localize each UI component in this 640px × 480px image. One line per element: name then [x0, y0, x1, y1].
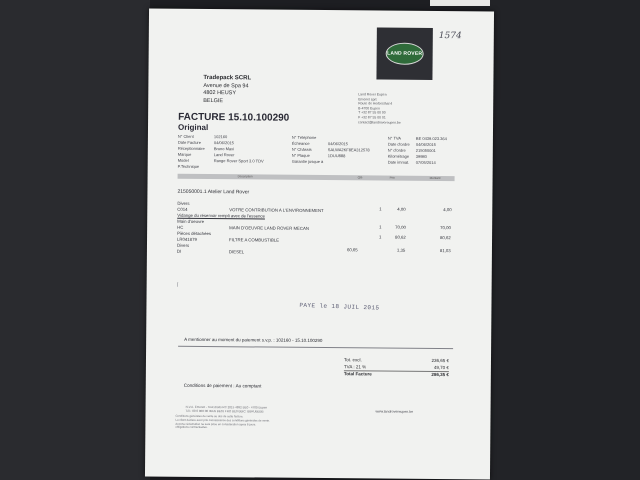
invoice-subtitle: Original — [177, 122, 209, 133]
legal-line: La client déclare avoir pris connaissance des conditions générales de vente. — [175, 417, 270, 423]
line-group: Divers — [176, 242, 190, 248]
background-left — [0, 0, 150, 480]
meta-key: N° Client — [177, 133, 194, 139]
totals-label: Total Facture — [343, 371, 372, 377]
footer-line: N.V.A. Emonet - Tout droits RC 2015 4892 BE0 - 4700 Eupen — [185, 404, 268, 410]
legal-line: obligations contractuelles. — [175, 425, 208, 430]
sender-line: Land Rover Eupen — [358, 92, 387, 97]
meta-key: Model — [177, 157, 189, 163]
pen-mark: ſ — [176, 282, 179, 289]
meta-key: N° Châssis — [291, 146, 312, 152]
totals-block — [344, 356, 449, 378]
meta-value: Bruno Maxi — [213, 146, 235, 152]
meta-key: Date d'ordre — [387, 141, 410, 147]
sender-line: Route de Herbesthal 4 — [358, 101, 393, 106]
legal-text — [175, 415, 270, 431]
background-paper-edge — [430, 0, 490, 6]
meta-key: N° Plaque — [291, 152, 310, 158]
invoice-document — [145, 9, 494, 480]
line-total: 80,62 — [440, 235, 451, 241]
divider — [178, 346, 453, 349]
meta-value: 04/06/2015 — [415, 141, 436, 148]
legal-line: Aucune réclamation ne sera prise en considération après 8 jours. — [175, 421, 257, 427]
background-right — [490, 0, 640, 480]
line-total: 4,00 — [443, 207, 452, 213]
meta-value: 1DUU888 — [327, 153, 346, 159]
meta-value: Land Rover — [213, 152, 235, 158]
recipient-city: 4802 HEUSY — [203, 89, 237, 97]
line-code: LR041879 — [177, 236, 197, 242]
footer-company — [186, 405, 268, 414]
meta-value: Range Rover Sport 3.0 TDV — [213, 158, 264, 164]
website-link: www.landrovereupen.be — [375, 409, 414, 414]
sender-line: F +32 87 55 00 01 — [358, 115, 386, 120]
line-qty: 1 — [379, 224, 382, 230]
recipient-company: Tradepack SCRL — [203, 74, 252, 82]
payment-conditions: Conditions de paiement : Au comptant — [183, 382, 262, 389]
meta-row — [292, 159, 370, 166]
line-description: FILTRE A COMBUSTIBLE — [229, 237, 280, 243]
meta-value: 07/05/2014 — [415, 159, 436, 166]
meta-key: Date immat. — [387, 159, 410, 165]
line-price: 70,00 — [395, 224, 406, 230]
meta-key: N° Téléphone — [291, 134, 317, 140]
line-group: Main d'oeuvre — [177, 218, 205, 224]
sender-line: Emonet sprl. — [358, 96, 378, 102]
line-qty: 60,65 — [346, 247, 358, 253]
invoice-title: FACTURE 15.10.100290 — [178, 111, 290, 124]
legal-line: Conditions générales de vente au dos de cette facture. — [175, 413, 244, 419]
header-description: Description — [237, 174, 253, 179]
meta-key: Réceptionnaire — [177, 145, 205, 151]
line-description: VOTRE CONTRIBUTION A L'ENVIRONNEMENT — [229, 207, 324, 214]
meta-value: BE 0439.023.364 — [415, 135, 447, 142]
recipient-address — [203, 75, 251, 105]
meta-key: Garantie jusque à — [291, 158, 324, 165]
line-code: HC — [177, 224, 184, 230]
sender-line: T +32 87 55 00 00 — [358, 110, 386, 115]
line-qty: 1 — [379, 206, 382, 212]
meta-value: 04/06/2015 — [327, 141, 348, 147]
line-total: 81,03 — [439, 248, 451, 254]
line-price: 80,62 — [395, 234, 406, 240]
sender-line: B-4700 Eupen — [358, 106, 380, 111]
payment-stamp: PAYE le 18 JUIL 2015 — [299, 301, 380, 312]
handwritten-number: 1574 — [438, 31, 462, 42]
meta-key: Kilométrage — [387, 153, 410, 159]
line-price: 1,35 — [396, 247, 406, 253]
meta-value: 102160 — [213, 134, 228, 140]
meta-row — [178, 164, 264, 171]
line-code: C014 — [177, 206, 188, 212]
line-group: Pièces détachées — [177, 230, 212, 237]
sender-line: contact@landrovereupen.be — [358, 119, 401, 125]
totals-label: TVA : 21 % — [343, 364, 367, 370]
header-qty: Qté — [357, 175, 363, 180]
meta-value: 04/06/2015 — [213, 140, 234, 146]
meta-key: Date Facture — [177, 139, 202, 145]
line-group: Divers — [177, 200, 190, 206]
line-qty: 1 — [379, 234, 382, 240]
header-price: Prix — [389, 175, 395, 180]
meta-key: P.Technique — [177, 163, 200, 169]
totals-value: 236,65 € — [431, 357, 450, 364]
section-title: 215050001.1 Atelier Land Rover — [177, 188, 250, 196]
meta-left — [178, 134, 264, 171]
recipient-country: BELGIE — [203, 97, 224, 104]
line-group: Vidange du réservoir rempli avec de l'essence — [177, 212, 265, 219]
meta-right — [388, 136, 447, 167]
totals-value: 286,35 € — [431, 371, 449, 378]
line-description: MAIN D'OEUVRE LAND ROVER MECAN — [229, 225, 310, 231]
line-price: 4,00 — [397, 206, 406, 212]
meta-key: Marque — [177, 151, 192, 157]
sender-address — [358, 92, 401, 125]
footer-line: Tél.: 00 0 000 00 IBAN BE01 FRO BE0 BBIC: BBRUBEBB — [185, 409, 264, 414]
meta-key: N° d'ordre — [387, 147, 406, 153]
line-description: DIESEL — [228, 249, 245, 255]
header-amount: Montant — [429, 175, 441, 181]
table-header-bar — [178, 174, 455, 181]
meta-value: 215050001 — [415, 147, 436, 154]
meta-value: SALWA2KF8EA312578 — [327, 147, 370, 153]
recipient-street: Avenue de Spa 94 — [203, 82, 249, 89]
totals-value: 49,70 € — [433, 365, 449, 371]
meta-value: 39980 — [415, 153, 427, 159]
line-total: 70,00 — [440, 225, 451, 231]
meta-key: N° TVA — [387, 135, 401, 141]
line-code: DI — [176, 248, 182, 254]
meta-key: Échéance — [291, 140, 310, 146]
logo-oval: LAND ROVER — [386, 43, 424, 65]
payment-reference: A mentionner au moment du paiement s.v.p. : 102160 - 15.10.100290 — [184, 336, 323, 344]
meta-row — [388, 160, 447, 167]
totals-label: Tot. excl. — [343, 357, 362, 363]
land-rover-logo — [376, 27, 432, 79]
meta-middle — [292, 135, 370, 166]
